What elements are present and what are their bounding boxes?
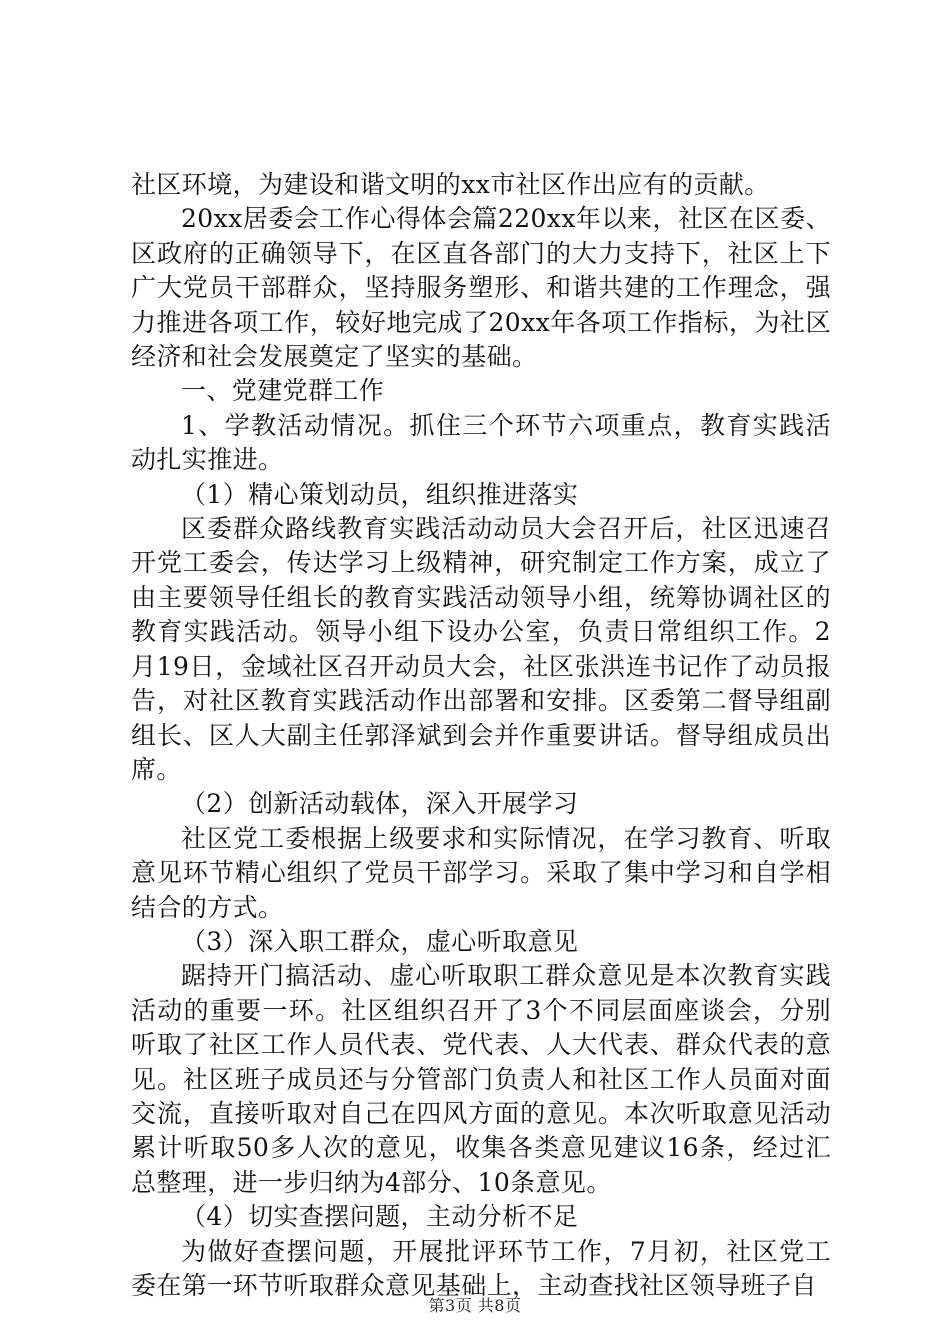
paragraph-4: 区委群众路线教育实践活动动员大会召开后，社区迅速召开党工委会，传达学习上级精神，研究制定工作方案，成立了由主要领导任组长的教育实践活动领导小组，统筹协调社区的教育实践活动。领导小组下设办公室，负责日常组织工作。2月19日，金域社区召开动员大会，社区张洪连书记作了动员报告，对社区教育实践活动作出部署和安排。区委第二督导组副组长、区人大副主任郭泽斌到会并作重要讲话。督导组成员出席。 xyxy=(131,514,831,784)
subheading-1: （1）精心策划动员，组织推进落实 xyxy=(181,479,579,509)
page-number-footer: 第3页 共8页 xyxy=(428,1296,522,1315)
paragraph-6: 踞持开门搞活动、虚心听取职工群众意见是本次教育实践活动的重要一环。社区组织召开了3个不同层面座谈会，分别听取了社区工作人员代表、党代表、人大代表、群众代表的意见。社区班子成员还与分管部门负责人和社区工作人员面对面交流，直接听取对自己在四风方面的意见。本次听取意见活动累计听取50多人次的意见，收集各类意见建议16条，经过汇总整理，进一步归纳为4部分、10条意见。 xyxy=(131,961,831,1197)
paragraph-1: 社区环境，为建设和谐文明的xx市社区作出应有的贡献。 xyxy=(131,170,770,199)
paragraph-2: 20xx居委会工作心得体会篇220xx年以来，社区在区委、区政府的正确领导下，在区直各部门的大力支持下，社区上下广大党员干部群众，坚持服务塑形、和谐共建的工作理念，强力推进各项工作，较好地完成了20xx年各项工作指标，为社区经济和社会发展奠定了坚实的基础。 xyxy=(131,204,831,372)
paragraph-5: 社区党工委根据上级要求和实际情况，在学习教育、听取意见环节精心组织了党员干部学习。采取了集中学习和自学相结合的方式。 xyxy=(131,823,831,922)
subheading-2: （2）创新活动载体，深入开展学习 xyxy=(181,789,579,819)
subheading-3: （3）深入职工群众，虚心听取意见 xyxy=(181,926,579,956)
document-body xyxy=(131,168,831,1303)
subheading-4: （4）切实查摆问题，主动分析不足 xyxy=(181,1202,579,1232)
section-heading: 一、党建党群工作 xyxy=(181,376,385,406)
paragraph-7: 为做好查摆问题，开展批评环节工作，7月初，社区党工委在第一环节听取群众意见基础上，主动查找社区领导班子自 xyxy=(131,1236,831,1300)
paragraph-3: 1、学教活动情况。抓住三个环节六项重点，教育实践活动扎实推进。 xyxy=(131,410,831,475)
